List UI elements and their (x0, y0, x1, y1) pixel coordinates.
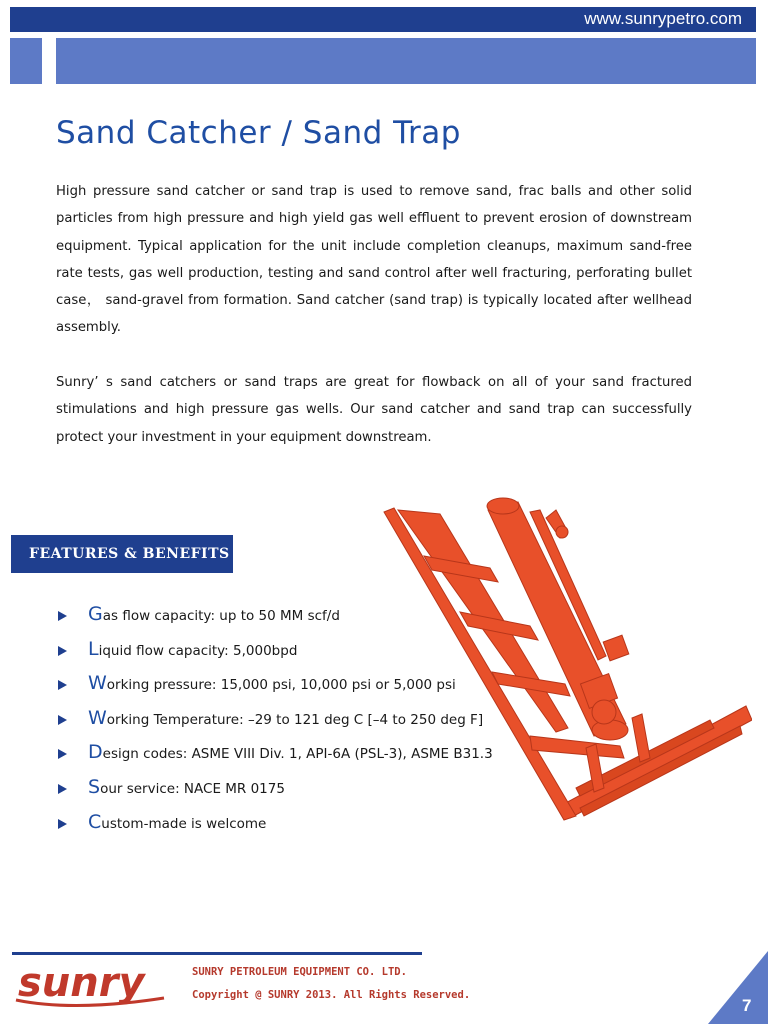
feature-text: esign codes: ASME VIII Div. 1, API-6A (PSL-3), ASME B31.3 (102, 746, 493, 763)
website-url[interactable]: www.sunrypetro.com (584, 9, 742, 28)
features-heading: FEATURES & BENEFITS (29, 546, 230, 562)
feature-text: ustom-made is welcome (101, 815, 267, 832)
feature-initial: C (88, 810, 102, 833)
header-band-right (56, 38, 756, 84)
page-number: 7 (742, 996, 752, 1015)
feature-text: orking Temperature: –29 to 121 deg C [–4 to 250 deg F] (106, 711, 484, 728)
feature-initial: G (88, 603, 103, 625)
triangle-bullet-icon (58, 784, 67, 794)
feature-initial: S (88, 775, 101, 798)
logo-wordmark: sunry (18, 960, 145, 1006)
triangle-bullet-icon (58, 646, 67, 656)
feature-initial: D (88, 741, 103, 764)
header-bar (10, 7, 756, 32)
page-title: Sand Catcher / Sand Trap (56, 115, 461, 151)
triangle-bullet-icon (58, 611, 67, 621)
feature-text: orking pressure: 15,000 psi, 10,000 psi or 5,000 psi (106, 677, 456, 694)
sand-trap-equipment-image (380, 488, 752, 824)
feature-text: our service: NACE MR 0175 (100, 780, 285, 797)
intro-paragraph-1: High pressure sand catcher or sand trap is used to remove sand, frac balls and other solid particles from high pressure and high yield gas well effluent to prevent erosion of downstream equipment. Typical application for the unit include completion cleanups, maximum sand-free rate tests, gas well production, testing and sand control after well fracturing, perforating bullet case， sand-gravel from formation. Sand catcher (sand trap) is typically located after wellhead assembly. (56, 184, 692, 336)
header-band-left (10, 38, 42, 84)
company-name: SUNRY PETROLEUM EQUIPMENT CO. LTD. (192, 966, 407, 978)
copyright-notice: Copyright @ SUNRY 2013. All Rights Reserved. (192, 989, 471, 1001)
triangle-bullet-icon (58, 749, 67, 759)
feature-text: as flow capacity: up to 50 MM scf/d (102, 608, 340, 624)
sunry-logo (14, 960, 176, 1014)
page-corner-triangle (708, 951, 768, 1024)
feature-initial: W (88, 706, 107, 729)
feature-initial: W (88, 672, 107, 695)
triangle-bullet-icon (58, 715, 67, 725)
feature-text: iquid flow capacity: 5,000bpd (98, 642, 298, 659)
footer-divider (12, 952, 422, 955)
intro-paragraph-2: Sunry’ s sand catchers or sand traps are great for flowback on all of your sand fractured stimulations and high pressure gas wells. Our sand catcher and sand trap can successfully protect your investment in your equipment downstream. (56, 375, 692, 445)
triangle-bullet-icon (58, 819, 67, 829)
features-heading-banner (11, 535, 233, 573)
triangle-bullet-icon (58, 680, 67, 690)
feature-initial: L (88, 637, 99, 660)
